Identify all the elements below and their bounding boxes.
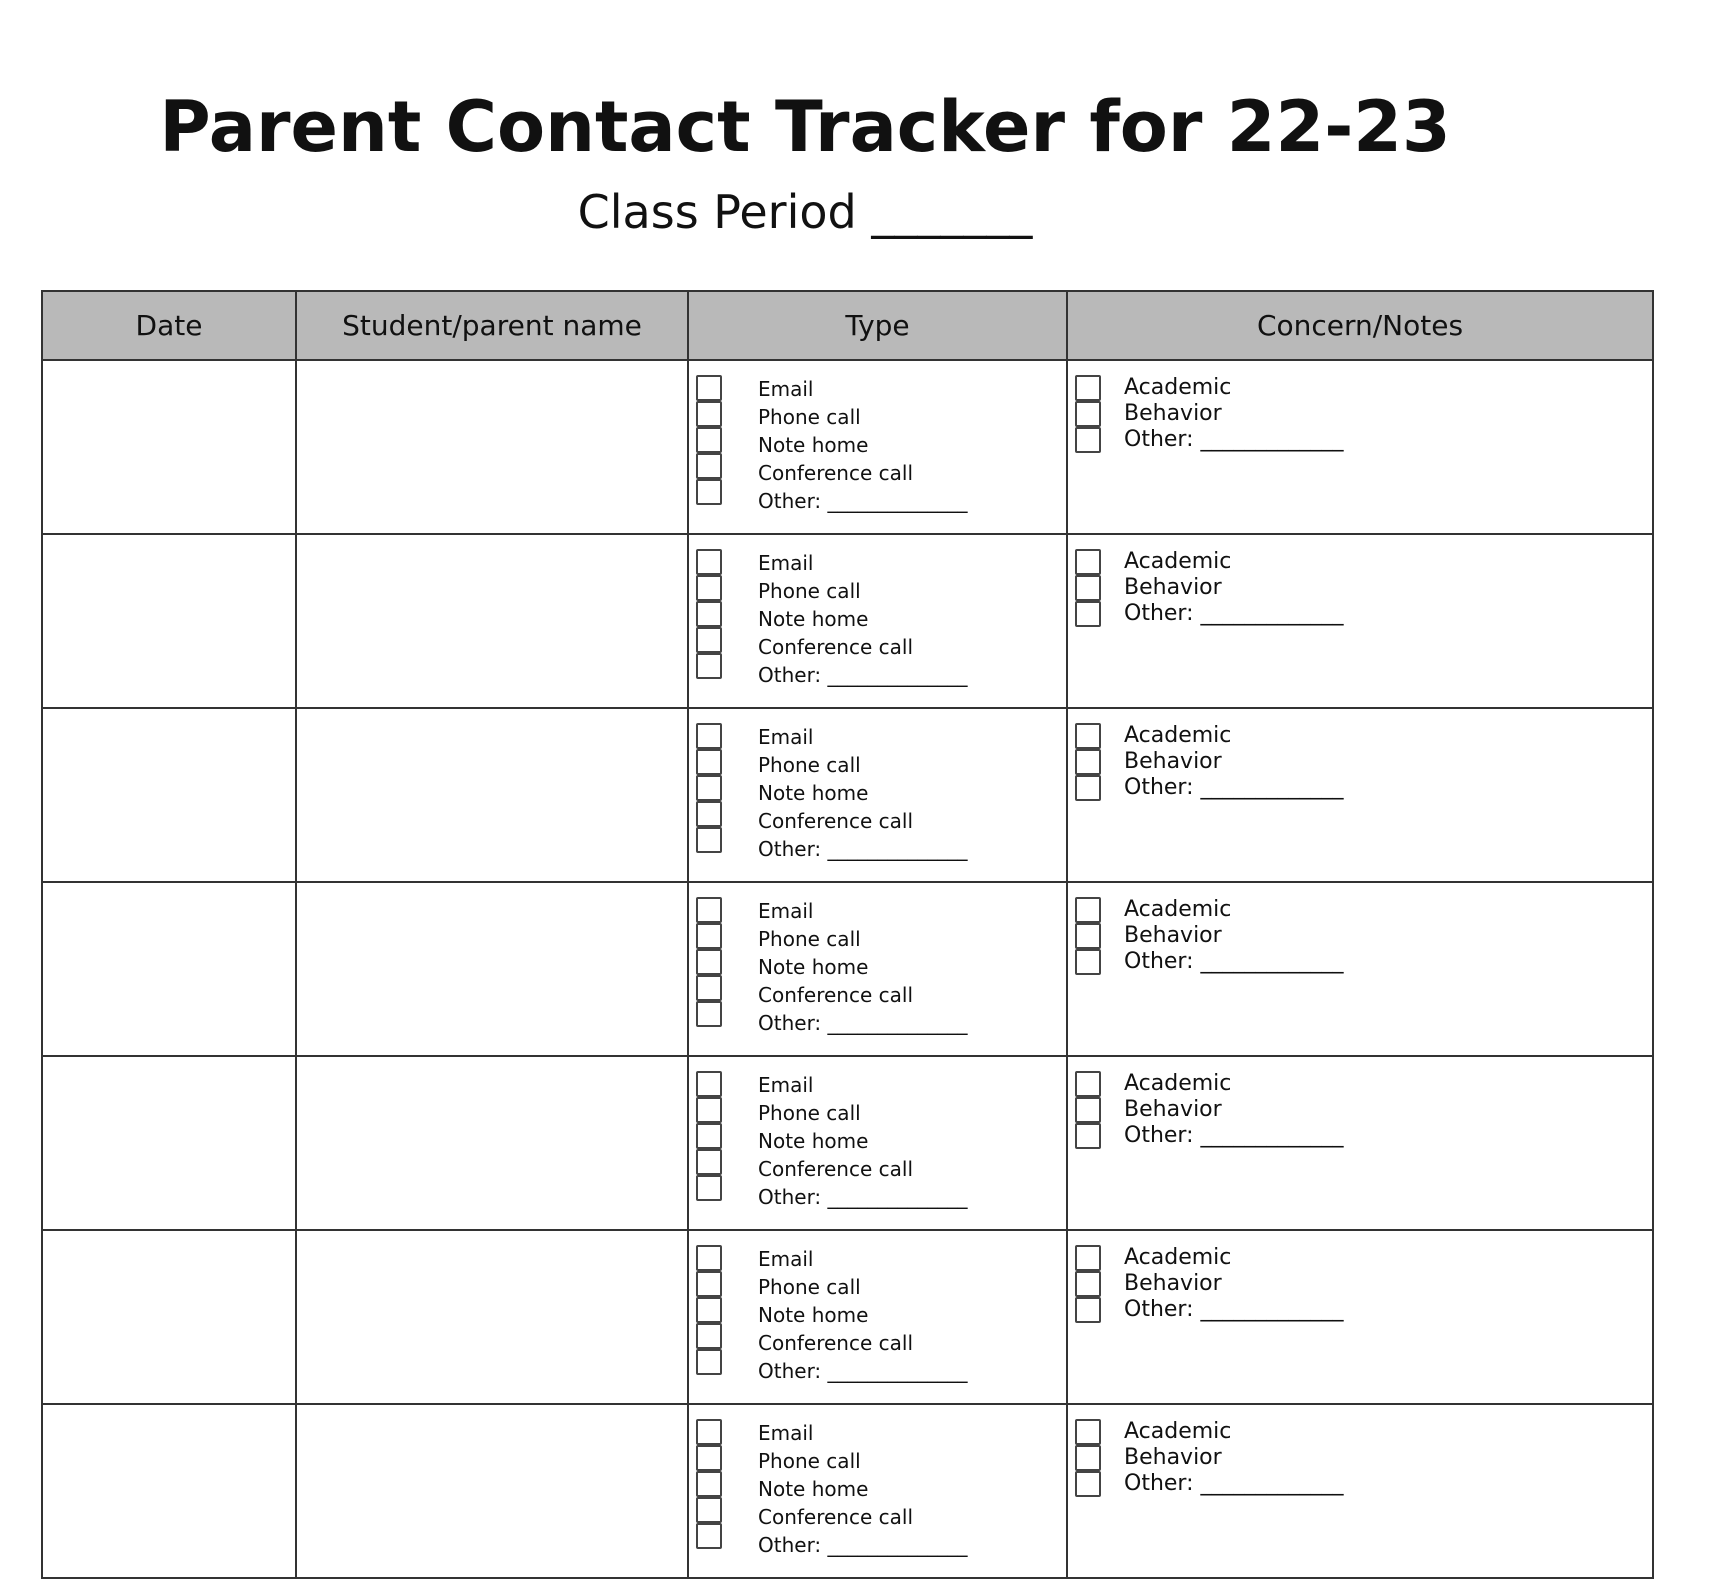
concern-checkbox[interactable] — [1075, 1071, 1101, 1097]
date-cell[interactable] — [42, 1230, 296, 1404]
concern-option-label: Academic — [1124, 1419, 1232, 1444]
concern-option-label: Behavior — [1124, 923, 1222, 948]
type-option-label: Conference call — [758, 983, 914, 1007]
type-cell — [688, 1404, 1067, 1578]
type-checkbox[interactable] — [696, 1097, 722, 1123]
date-cell[interactable] — [42, 708, 296, 882]
concern-option-label: Behavior — [1124, 401, 1222, 426]
type-cell — [688, 1230, 1067, 1404]
concern-checkbox[interactable] — [1075, 1123, 1101, 1149]
concern-checkbox[interactable] — [1075, 1097, 1101, 1123]
type-checkbox[interactable] — [696, 1245, 722, 1271]
concern-option-label: Other: _____________ — [1124, 601, 1344, 626]
table-row — [42, 1404, 1653, 1578]
type-checkbox[interactable] — [696, 1497, 722, 1523]
type-checkbox[interactable] — [696, 375, 722, 401]
concern-option-label: Other: _____________ — [1124, 775, 1344, 800]
type-option-label: Note home — [758, 781, 869, 805]
type-checkbox[interactable] — [696, 723, 722, 749]
concern-option-label: Academic — [1124, 897, 1232, 922]
student-parent-name-cell[interactable] — [296, 1056, 688, 1230]
type-checkbox[interactable] — [696, 1349, 722, 1375]
type-checkbox[interactable] — [696, 827, 722, 853]
concern-option-label: Behavior — [1124, 1097, 1222, 1122]
concern-option-label: Behavior — [1124, 575, 1222, 600]
type-option-label: Conference call — [758, 1331, 914, 1355]
table-row — [42, 1056, 1653, 1230]
type-checkbox[interactable] — [696, 801, 722, 827]
type-option-label: Email — [758, 1247, 814, 1271]
concern-notes-cell — [1067, 534, 1653, 708]
concern-checkbox[interactable] — [1075, 723, 1101, 749]
concern-notes-cell — [1067, 1404, 1653, 1578]
type-option-label: Other: ______________ — [758, 489, 968, 513]
type-checkbox[interactable] — [696, 401, 722, 427]
concern-checkbox[interactable] — [1075, 1445, 1101, 1471]
concern-option-label: Behavior — [1124, 1271, 1222, 1296]
date-cell[interactable] — [42, 360, 296, 534]
student-parent-name-cell[interactable] — [296, 534, 688, 708]
type-option-label: Email — [758, 551, 814, 575]
class-period-label: Class Period _______ — [577, 185, 1033, 239]
type-checkbox[interactable] — [696, 1419, 722, 1445]
type-checkbox[interactable] — [696, 1271, 722, 1297]
type-checkbox[interactable] — [696, 575, 722, 601]
type-option-label: Phone call — [758, 927, 861, 951]
type-option-label: Email — [758, 377, 814, 401]
column-header-type: Type — [688, 291, 1067, 360]
type-cell — [688, 534, 1067, 708]
type-checkbox[interactable] — [696, 897, 722, 923]
concern-option-label: Other: _____________ — [1124, 1123, 1344, 1148]
column-header-date: Date — [42, 291, 296, 360]
type-checkbox[interactable] — [696, 1445, 722, 1471]
table-row — [42, 1230, 1653, 1404]
type-option-label: Other: ______________ — [758, 837, 968, 861]
type-option-label: Other: ______________ — [758, 1533, 968, 1557]
concern-option-label: Other: _____________ — [1124, 1471, 1344, 1496]
type-checkbox[interactable] — [696, 627, 722, 653]
student-parent-name-cell[interactable] — [296, 882, 688, 1056]
type-checkbox[interactable] — [696, 775, 722, 801]
type-option-label: Note home — [758, 1129, 869, 1153]
type-checkbox[interactable] — [696, 1471, 722, 1497]
type-option-label: Note home — [758, 433, 869, 457]
concern-notes-cell — [1067, 882, 1653, 1056]
concern-notes-cell — [1067, 708, 1653, 882]
type-checkbox[interactable] — [696, 1123, 722, 1149]
type-option-label: Note home — [758, 1477, 869, 1501]
type-option-label: Other: ______________ — [758, 1185, 968, 1209]
type-option-label: Note home — [758, 1303, 869, 1327]
concern-option-label: Academic — [1124, 375, 1232, 400]
concern-checkbox[interactable] — [1075, 1245, 1101, 1271]
concern-checkbox[interactable] — [1075, 549, 1101, 575]
type-option-label: Email — [758, 899, 814, 923]
date-cell[interactable] — [42, 1056, 296, 1230]
type-option-label: Note home — [758, 607, 869, 631]
concern-checkbox[interactable] — [1075, 949, 1101, 975]
concern-checkbox[interactable] — [1075, 749, 1101, 775]
type-cell — [688, 708, 1067, 882]
concern-checkbox[interactable] — [1075, 427, 1101, 453]
concern-checkbox[interactable] — [1075, 1271, 1101, 1297]
type-option-label: Phone call — [758, 405, 861, 429]
type-checkbox[interactable] — [696, 427, 722, 453]
type-checkbox[interactable] — [696, 549, 722, 575]
column-header-name: Student/parent name — [296, 291, 688, 360]
type-checkbox[interactable] — [696, 749, 722, 775]
concern-option-label: Other: _____________ — [1124, 949, 1344, 974]
type-option-label: Phone call — [758, 753, 861, 777]
type-checkbox[interactable] — [696, 1001, 722, 1027]
type-checkbox[interactable] — [696, 453, 722, 479]
type-checkbox[interactable] — [696, 1071, 722, 1097]
date-cell[interactable] — [42, 534, 296, 708]
type-checkbox[interactable] — [696, 1297, 722, 1323]
type-option-label: Email — [758, 1421, 814, 1445]
concern-checkbox[interactable] — [1075, 1297, 1101, 1323]
concern-checkbox[interactable] — [1075, 1419, 1101, 1445]
concern-option-label: Academic — [1124, 1245, 1232, 1270]
type-option-label: Other: ______________ — [758, 1011, 968, 1035]
concern-notes-cell — [1067, 1230, 1653, 1404]
type-option-label: Phone call — [758, 1449, 861, 1473]
table-row — [42, 882, 1653, 1056]
concern-checkbox[interactable] — [1075, 1471, 1101, 1497]
concern-checkbox[interactable] — [1075, 897, 1101, 923]
concern-option-label: Other: _____________ — [1124, 1297, 1344, 1322]
concern-notes-cell — [1067, 360, 1653, 534]
concern-option-label: Behavior — [1124, 749, 1222, 774]
type-option-label: Conference call — [758, 809, 914, 833]
type-checkbox[interactable] — [696, 1323, 722, 1349]
date-cell[interactable] — [42, 1404, 296, 1578]
type-option-label: Other: ______________ — [758, 1359, 968, 1383]
concern-option-label: Academic — [1124, 549, 1232, 574]
table-header-row — [42, 291, 1653, 360]
type-option-label: Conference call — [758, 1157, 914, 1181]
type-option-label: Conference call — [758, 1505, 914, 1529]
concern-checkbox[interactable] — [1075, 575, 1101, 601]
type-option-label: Phone call — [758, 1275, 861, 1299]
type-cell — [688, 1056, 1067, 1230]
type-option-label: Conference call — [758, 461, 914, 485]
type-checkbox[interactable] — [696, 479, 722, 505]
type-option-label: Conference call — [758, 635, 914, 659]
type-option-label: Note home — [758, 955, 869, 979]
concern-option-label: Academic — [1124, 723, 1232, 748]
table-row — [42, 534, 1653, 708]
student-parent-name-cell[interactable] — [296, 1230, 688, 1404]
page-title: Parent Contact Tracker for 22-23 — [159, 86, 1451, 168]
type-option-label: Phone call — [758, 579, 861, 603]
type-cell — [688, 882, 1067, 1056]
concern-notes-cell — [1067, 1056, 1653, 1230]
concern-checkbox[interactable] — [1075, 401, 1101, 427]
concern-option-label: Academic — [1124, 1071, 1232, 1096]
type-checkbox[interactable] — [696, 1175, 722, 1201]
type-option-label: Email — [758, 725, 814, 749]
type-checkbox[interactable] — [696, 949, 722, 975]
type-checkbox[interactable] — [696, 1523, 722, 1549]
type-option-label: Other: ______________ — [758, 663, 968, 687]
table-row — [42, 360, 1653, 534]
type-checkbox[interactable] — [696, 1149, 722, 1175]
type-checkbox[interactable] — [696, 923, 722, 949]
type-checkbox[interactable] — [696, 601, 722, 627]
table-body — [42, 360, 1653, 1578]
concern-checkbox[interactable] — [1075, 775, 1101, 801]
student-parent-name-cell[interactable] — [296, 1404, 688, 1578]
concern-option-label: Behavior — [1124, 1445, 1222, 1470]
concern-checkbox[interactable] — [1075, 601, 1101, 627]
date-cell[interactable] — [42, 882, 296, 1056]
type-checkbox[interactable] — [696, 653, 722, 679]
type-cell — [688, 360, 1067, 534]
table-row — [42, 708, 1653, 882]
concern-checkbox[interactable] — [1075, 923, 1101, 949]
column-header-concern: Concern/Notes — [1067, 291, 1653, 360]
concern-checkbox[interactable] — [1075, 375, 1101, 401]
concern-option-label: Other: _____________ — [1124, 427, 1344, 452]
student-parent-name-cell[interactable] — [296, 708, 688, 882]
type-option-label: Phone call — [758, 1101, 861, 1125]
contact-tracker-table — [41, 290, 1654, 1579]
type-option-label: Email — [758, 1073, 814, 1097]
type-checkbox[interactable] — [696, 975, 722, 1001]
student-parent-name-cell[interactable] — [296, 360, 688, 534]
